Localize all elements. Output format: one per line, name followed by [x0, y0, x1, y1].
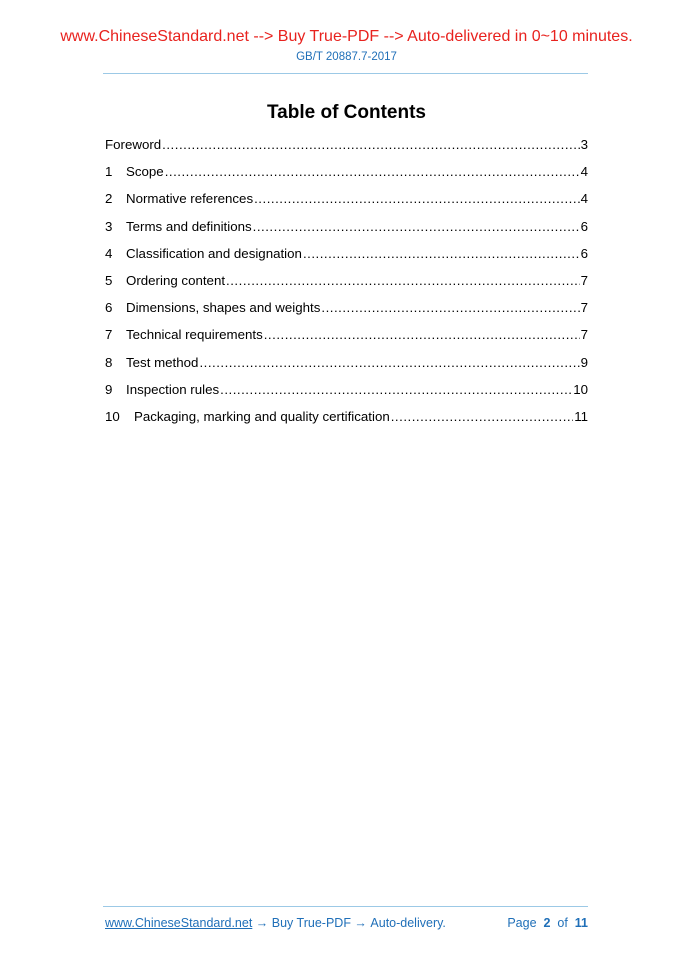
footer-buy-text: Buy True-PDF — [271, 916, 351, 930]
document-code: GB/T 20887.7-2017 — [296, 51, 397, 63]
toc-leader-dots — [199, 355, 579, 370]
footer-divider — [103, 906, 588, 907]
toc-leader-dots — [220, 382, 572, 397]
toc-leader-dots — [165, 164, 580, 179]
toc-leader-dots — [321, 300, 579, 315]
toc-entry-technical-requirements[interactable] — [105, 327, 588, 354]
toc-entry-page: 11 — [574, 408, 588, 424]
toc-entry-label: Foreword — [105, 137, 162, 152]
toc-entry-number: 2 — [105, 191, 113, 207]
toc-entry-label: Terms and definitions — [126, 218, 252, 234]
toc-entry-number: 3 — [105, 218, 113, 234]
toc-entry-packaging-marking[interactable] — [105, 409, 588, 436]
toc-entry-terms-and-definitions[interactable] — [105, 219, 588, 246]
toc-entry-number: 8 — [105, 354, 113, 370]
page-total: 11 — [574, 916, 588, 930]
toc-entry-label: Inspection rules — [126, 381, 220, 397]
toc-entry-number: 4 — [105, 245, 113, 261]
toc-entry-classification-and-designation[interactable] — [105, 246, 588, 273]
toc-entry-number: 5 — [105, 272, 113, 288]
header-banner[interactable]: www.ChineseStandard.net --> Buy True-PDF --> Auto-delivered in 0~10 minutes. — [60, 28, 633, 45]
of-word: of — [557, 916, 568, 930]
header-divider — [103, 73, 588, 74]
toc-entry-page: 4 — [580, 191, 588, 207]
toc-entry-page: 4 — [580, 164, 588, 180]
arrow-right-icon: → — [350, 916, 371, 930]
toc-entry-label: Ordering content — [126, 272, 226, 288]
toc-entry-label: Test method — [126, 354, 199, 370]
toc-entry-page: 3 — [580, 137, 588, 152]
footer-promo — [105, 916, 446, 930]
toc-title: Table of Contents — [266, 102, 427, 123]
toc-entry-number: 7 — [105, 327, 113, 343]
arrow-right-icon: → — [252, 916, 272, 930]
toc-entry-page: 10 — [573, 381, 588, 397]
toc-entry-test-method[interactable] — [105, 355, 588, 382]
toc-entry-label: Normative references — [126, 191, 254, 207]
toc-entry-dimensions-shapes-weights[interactable] — [105, 300, 588, 327]
page-footer — [105, 916, 588, 930]
toc-entry-number: 1 — [105, 164, 113, 180]
toc-entry-label: Scope — [126, 164, 164, 180]
toc-entry-page: 6 — [580, 218, 588, 234]
toc-entry-foreword[interactable] — [105, 137, 588, 164]
toc-entry-page: 7 — [580, 327, 588, 343]
page-indicator — [507, 916, 588, 930]
toc-entry-label: Classification and designation — [126, 245, 302, 261]
toc-entry-number: 6 — [105, 300, 113, 316]
toc-entry-page: 7 — [580, 272, 588, 288]
toc-entry-label: Technical requirements — [126, 327, 263, 343]
page-word: Page — [507, 916, 537, 930]
page-current: 2 — [543, 916, 551, 930]
toc-leader-dots — [391, 409, 573, 424]
toc-leader-dots — [162, 137, 579, 152]
footer-site-link[interactable]: www.ChineseStandard.net — [105, 916, 253, 930]
toc-leader-dots — [254, 191, 579, 206]
table-of-contents — [105, 137, 588, 436]
toc-entry-page: 9 — [580, 354, 588, 370]
toc-entry-number: 10 — [105, 408, 120, 424]
toc-leader-dots — [253, 219, 580, 234]
toc-entry-page: 7 — [580, 300, 588, 316]
toc-entry-ordering-content[interactable] — [105, 273, 588, 300]
toc-entry-page: 6 — [580, 245, 588, 261]
toc-entry-label: Packaging, marking and quality certification — [134, 408, 390, 424]
toc-leader-dots — [226, 273, 580, 288]
toc-entry-normative-references[interactable] — [105, 191, 588, 218]
toc-entry-scope[interactable] — [105, 164, 588, 191]
toc-entry-number: 9 — [105, 381, 113, 397]
toc-leader-dots — [303, 246, 580, 261]
toc-entry-label: Dimensions, shapes and weights — [126, 300, 321, 316]
footer-delivery-text: Auto-delivery. — [370, 916, 446, 930]
toc-leader-dots — [264, 327, 580, 342]
toc-entry-inspection-rules[interactable] — [105, 382, 588, 409]
